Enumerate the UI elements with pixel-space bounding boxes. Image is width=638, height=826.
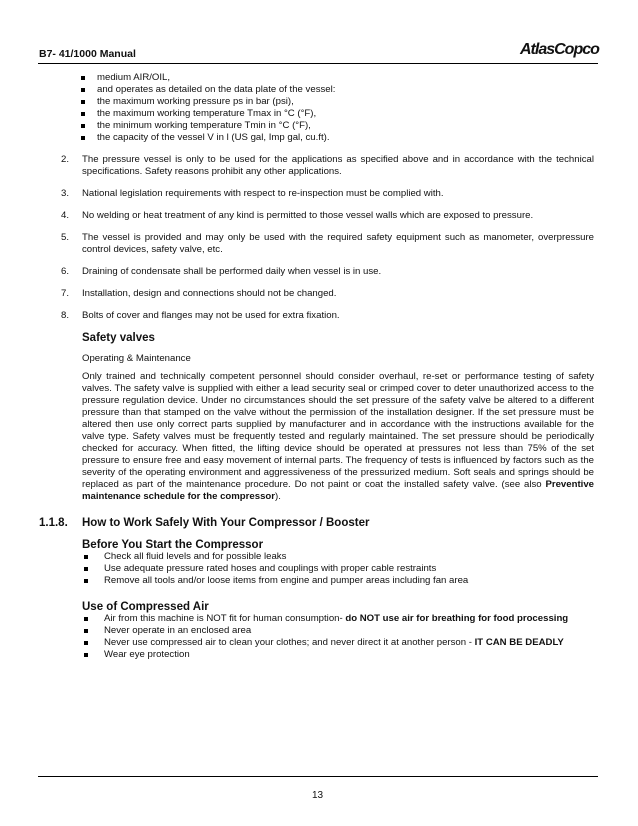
safety-valves-subheading: Operating & Maintenance — [82, 353, 191, 364]
list-item: the minimum working temperature Tmin in °C (°F), — [39, 120, 594, 132]
footer-rule — [38, 776, 598, 777]
numbered-item: 4. No welding or heat treatment of any kind is permitted to those vessel walls which are exposed to pressure. — [61, 210, 534, 221]
list-item: Wear eye protection — [82, 649, 594, 661]
safety-valves-heading: Safety valves — [82, 332, 155, 344]
page-number: 13 — [312, 790, 324, 801]
list-item: the maximum working temperature Tmax in °C (°F), — [39, 108, 594, 120]
compressed-air-heading: Use of Compressed Air — [82, 601, 209, 613]
list-item: Remove all tools and/or loose items from engine and pumper areas including fan area — [82, 575, 594, 587]
before-start-heading: Before You Start the Compressor — [82, 539, 264, 551]
list-item: Check all fluid levels and for possible leaks — [82, 551, 594, 563]
numbered-item: 2. The pressure vessel is only to be used for the applications as specified above and in accordance with the technical specifications. Safety reasons prohibit any other applications. — [61, 154, 594, 177]
list-item: the capacity of the vessel V in l (US gal, Imp gal, cu.ft). — [39, 132, 594, 144]
list-item: Never operate in an enclosed area — [82, 625, 594, 637]
top-bullet-list — [39, 72, 594, 144]
document-title: B7- 41/1000 Manual — [39, 48, 136, 60]
numbered-item: 6. Draining of condensate shall be performed daily when vessel is in use. — [61, 266, 382, 277]
section-heading: 1.1.8. How to Work Safely With Your Compressor / Booster — [39, 517, 370, 529]
page-content — [39, 72, 594, 661]
list-item: Air from this machine is NOT fit for human consumption- do NOT use air for breathing for food processing — [82, 613, 594, 625]
list-item: Never use compressed air to clean your clothes; and never direct it at another person - IT CAN BE DEADLY — [82, 637, 594, 649]
list-item: the maximum working pressure ps in bar (psi), — [39, 96, 594, 108]
header-rule — [38, 63, 598, 64]
list-item: and operates as detailed on the data plate of the vessel: — [39, 84, 594, 96]
atlas-copco-logo: AtlasCopco — [520, 41, 599, 58]
numbered-item: 5. The vessel is provided and may only be used with the required safety equipment such as manometer, overpressure control devices, safety valve, etc. — [61, 232, 594, 255]
safety-valves-body: Only trained and technically competent personnel should consider overhaul, re-set or performance testing of safety valves. The safety valve is supplied with either a lead security seal or crimped cover to deter unauthorized access to the pressure regulation device. Under no circumstances should the set pressure of the safety valve be altered to a different pressure than that stamped on the valve without the permission of the installation designer. If the set pressure must be altered then use only correct parts supplied by manufacturer and in accordance with the instructions available for the valve type. Safety valves must be frequently tested and regularly maintained. The set pressure should be periodically checked for accuracy. When fitted, the lifting device should be operated at pressures not less than 75% of the set pressure to ensure free and easy movement of internal parts. The frequency of tests is influenced by factors such as the severity of the operating environment and aggressiveness of the pressurized medium. Soft seals and springs should be replaced as part of the maintenance procedure. Do not paint or coat the installed safety valve. (see also Preventive maintenance schedule for the compressor). — [82, 371, 594, 502]
numbered-item: 8. Bolts of cover and flanges may not be used for extra fixation. — [61, 310, 340, 321]
list-item: medium AIR/OIL, — [39, 72, 594, 84]
numbered-item: 3. National legislation requirements with respect to re-inspection must be complied with. — [61, 188, 444, 199]
numbered-item: 7. Installation, design and connections should not be changed. — [61, 288, 337, 299]
list-item: Use adequate pressure rated hoses and couplings with proper cable restraints — [82, 563, 594, 575]
